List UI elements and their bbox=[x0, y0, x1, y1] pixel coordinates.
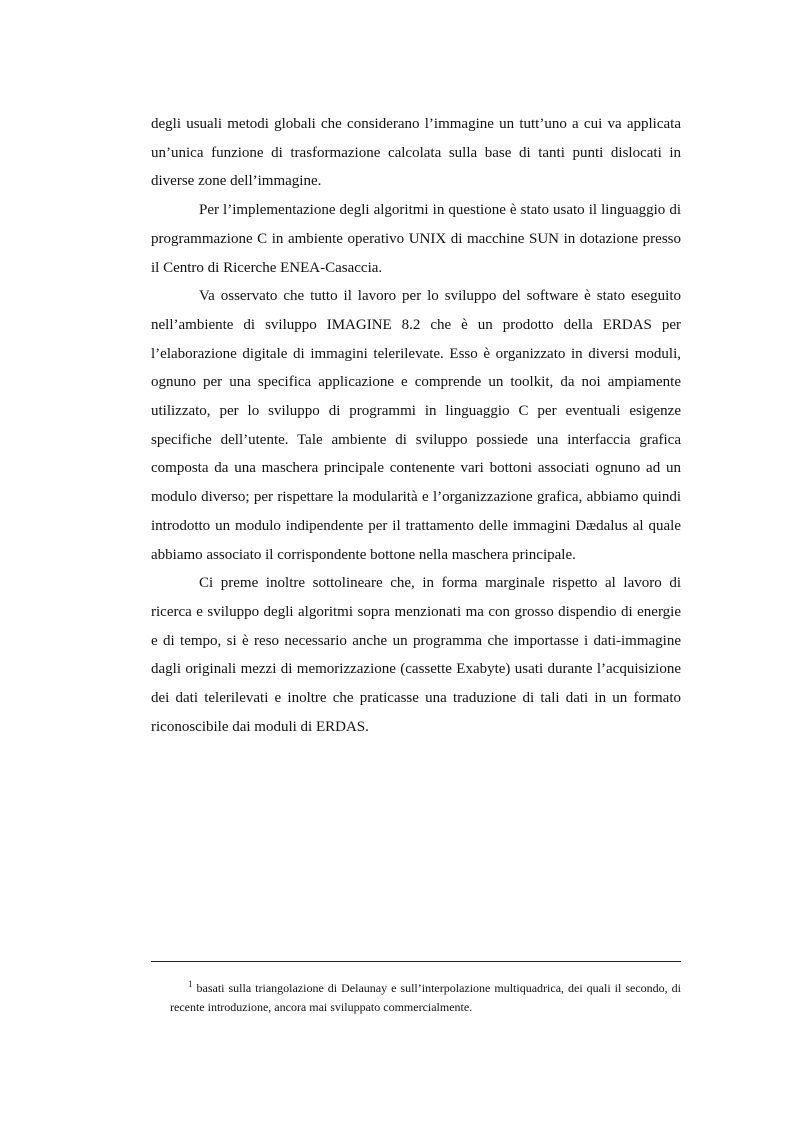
page-body bbox=[151, 110, 681, 741]
paragraph-implementation: Per l’implementazione degli algoritmi in questione è stato usato il linguaggio di programmazione C in ambiente operativo UNIX di macchine SUN in dotazione presso il Centro di Ricerche ENEA-Casaccia. bbox=[151, 202, 681, 276]
paragraph-data-import: Ci preme inoltre sottolineare che, in forma marginale rispetto al lavoro di ricerca e sviluppo degli algoritmi sopra menzionati ma con grosso dispendio di energie e di tempo, si è reso necessario anche un programma che importasse i dati-immagine dagli originali mezzi di memorizzazione (cassette Exabyte) usati durante l’acquisizione dei dati telerilevati e inoltre che praticasse una traduzione di tali dati in un formato riconoscibile dai moduli di ERDAS. bbox=[151, 575, 681, 735]
footnote bbox=[170, 975, 681, 1017]
paragraph-software-environment: Va osservato che tutto il lavoro per lo sviluppo del software è stato eseguito nell’ambiente di sviluppo IMAGINE 8.2 che è un prodotto della ERDAS per l’elaborazione digitale di immagini telerilevate. Esso è organizzato in diversi moduli, ognuno per una specifica applicazione e comprende un toolkit, da noi ampiamente utilizzato, per lo sviluppo di programmi in linguaggio C per eventuali esigenze specifiche dell’utente. Tale ambiente di sviluppo possiede una interfaccia grafica composta da una maschera principale contenente vari bottoni associati ognuno ad un modulo diverso; per rispettare la modularità e l’organizzazione grafica, abbiamo quindi introdotto un modulo indipendente per il trattamento delle immagini Dædalus al quale abbiamo associato il corrispondente bottone nella maschera principale. bbox=[151, 288, 681, 563]
footnote-text: basati sulla triangolazione di Delaunay e sull’interpolazione multiquadrica, dei quali il secondo, di recente introduzione, ancora mai sviluppato commercialmente. bbox=[170, 981, 681, 1014]
footnote-marker: 1 bbox=[188, 979, 193, 989]
footnote-divider bbox=[151, 961, 681, 962]
paragraph-continuation: degli usuali metodi globali che considerano l’immagine un tutt’uno a cui va applicata un’unica funzione di trasformazione calcolata sulla base di tanti punti dislocati in diverse zone dell’immagine. bbox=[151, 116, 681, 190]
